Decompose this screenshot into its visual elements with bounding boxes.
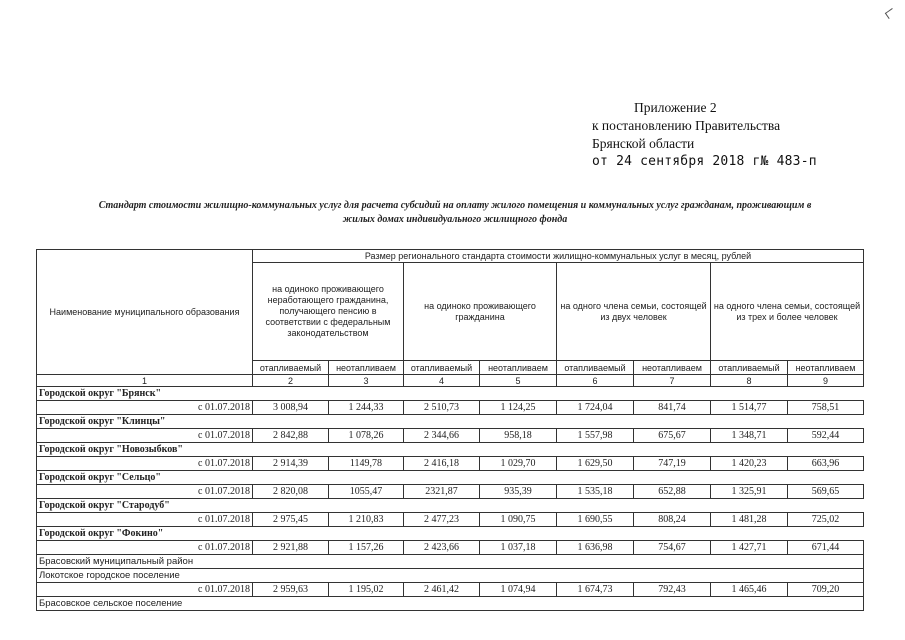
value-cell: 747,19 [634, 457, 711, 471]
value-cell: 652,88 [634, 485, 711, 499]
document-title-line-1: Стандарт стоимости жилищно-коммунальных услуг для расчета субсидий на оплату жилого помещения и коммунальных услуг гражданам, проживающим в [98, 200, 812, 211]
header-group-4: на одного члена семьи, состоящей из трех и более человек [711, 263, 864, 361]
value-cell: 3 008,94 [253, 401, 329, 415]
table-row [37, 583, 864, 597]
col-number: 6 [557, 375, 634, 387]
value-cell: 808,24 [634, 513, 711, 527]
table-row [37, 457, 864, 471]
value-cell: 758,51 [788, 401, 864, 415]
value-cell: 1 090,75 [480, 513, 557, 527]
district-header-row [37, 555, 864, 569]
section-header-row [37, 499, 864, 513]
value-cell: 1 465,46 [711, 583, 788, 597]
section-name: Брасовское сельское поселение [37, 597, 864, 611]
header-main-cell: Размер регионального стандарта стоимости жилищно-коммунальных услуг в месяц, рублей [253, 250, 864, 263]
table-row [37, 485, 864, 499]
value-cell: 1 348,71 [711, 429, 788, 443]
value-cell: 1 514,77 [711, 401, 788, 415]
appendix-line-2: к постановлению Правительства [592, 118, 781, 133]
value-cell: 1 244,33 [329, 401, 404, 415]
date-cell: с 01.07.2018 [37, 429, 253, 443]
value-cell: 1 325,91 [711, 485, 788, 499]
header-group-2: на одиноко проживающего гражданина [404, 263, 557, 361]
corner-fold-mark [885, 8, 896, 19]
value-cell: 725,02 [788, 513, 864, 527]
value-cell: 1 629,50 [557, 457, 634, 471]
date-cell: с 01.07.2018 [37, 513, 253, 527]
value-cell: 1 674,73 [557, 583, 634, 597]
section-header-row [37, 387, 864, 401]
header-group-3: на одного члена семьи, состоящей из двух человек [557, 263, 711, 361]
value-cell: 592,44 [788, 429, 864, 443]
value-cell: 2 344,66 [404, 429, 480, 443]
document-title-line-2: жилых домах индивидуального жилищного фонда [342, 214, 568, 225]
value-cell: 1 157,26 [329, 541, 404, 555]
section-header-row [37, 443, 864, 457]
value-cell: 1 427,71 [711, 541, 788, 555]
value-cell: 2 975,45 [253, 513, 329, 527]
value-cell: 1055,47 [329, 485, 404, 499]
settlement-header-row [37, 569, 864, 583]
value-cell: 663,96 [788, 457, 864, 471]
sub-heated-1: отапливаемый [253, 361, 329, 375]
value-cell: 709,20 [788, 583, 864, 597]
value-cell: 1 535,18 [557, 485, 634, 499]
col-number: 8 [711, 375, 788, 387]
col-number: 9 [788, 375, 864, 387]
col-number: 4 [404, 375, 480, 387]
header-name-cell: Наименование муниципального образования [37, 250, 253, 375]
value-cell: 2 914,39 [253, 457, 329, 471]
section-name: Городской округ "Новозыбков" [37, 443, 864, 457]
value-cell: 2 842,88 [253, 429, 329, 443]
value-cell: 2 461,42 [404, 583, 480, 597]
value-cell: 2 921,88 [253, 541, 329, 555]
section-name: Локотское городское поселение [37, 569, 864, 583]
value-cell: 1 074,94 [480, 583, 557, 597]
value-cell: 1 481,28 [711, 513, 788, 527]
standard-cost-table [36, 249, 864, 611]
section-header-row [37, 471, 864, 485]
value-cell: 792,43 [634, 583, 711, 597]
date-cell: с 01.07.2018 [37, 583, 253, 597]
col-number: 3 [329, 375, 404, 387]
sub-heated-4: отапливаемый [711, 361, 788, 375]
date-cell: с 01.07.2018 [37, 401, 253, 415]
value-cell: 2 510,73 [404, 401, 480, 415]
section-name: Городской округ "Брянск" [37, 387, 864, 401]
value-cell: 1 636,98 [557, 541, 634, 555]
value-cell: 1 690,55 [557, 513, 634, 527]
table-row [37, 513, 864, 527]
value-cell: 1 724,04 [557, 401, 634, 415]
table-row [37, 429, 864, 443]
col-number: 5 [480, 375, 557, 387]
sub-unheated-3: неотапливаем [634, 361, 711, 375]
value-cell: 754,67 [634, 541, 711, 555]
section-name: Городской округ "Сельцо" [37, 471, 864, 485]
date-cell: с 01.07.2018 [37, 541, 253, 555]
appendix-line-4: от 24 сентября 2018 г№ 483-п [592, 154, 817, 169]
col-number: 7 [634, 375, 711, 387]
settlement-header-row [37, 597, 864, 611]
value-cell: 1149,78 [329, 457, 404, 471]
value-cell: 2321,87 [404, 485, 480, 499]
date-cell: с 01.07.2018 [37, 485, 253, 499]
value-cell: 1 420,23 [711, 457, 788, 471]
header-group-1: на одиноко проживающего неработающего гражданина, получающего пенсию в соответствии с федеральным законодательством [253, 263, 404, 361]
document-title [40, 199, 870, 227]
value-cell: 2 477,23 [404, 513, 480, 527]
appendix-line-1: Приложение 2 [634, 100, 717, 115]
value-cell: 2 423,66 [404, 541, 480, 555]
sub-heated-2: отапливаемый [404, 361, 480, 375]
value-cell: 935,39 [480, 485, 557, 499]
value-cell: 675,67 [634, 429, 711, 443]
section-name: Городской округ "Фокино" [37, 527, 864, 541]
sub-unheated-1: неотапливаем [329, 361, 404, 375]
section-header-row [37, 415, 864, 429]
value-cell: 2 959,63 [253, 583, 329, 597]
table-row [37, 401, 864, 415]
value-cell: 1 029,70 [480, 457, 557, 471]
section-name: Брасовский муниципальный район [37, 555, 864, 569]
value-cell: 1 195,02 [329, 583, 404, 597]
appendix-line-3: Брянской области [592, 136, 695, 151]
value-cell: 958,18 [480, 429, 557, 443]
table-row [37, 541, 864, 555]
value-cell: 1 557,98 [557, 429, 634, 443]
col-number: 2 [253, 375, 329, 387]
value-cell: 2 820,08 [253, 485, 329, 499]
section-name: Городской округ "Клинцы" [37, 415, 864, 429]
sub-unheated-2: неотапливаем [480, 361, 557, 375]
value-cell: 569,65 [788, 485, 864, 499]
value-cell: 1 078,26 [329, 429, 404, 443]
value-cell: 1 037,18 [480, 541, 557, 555]
date-cell: с 01.07.2018 [37, 457, 253, 471]
sub-heated-3: отапливаемый [557, 361, 634, 375]
value-cell: 841,74 [634, 401, 711, 415]
section-header-row [37, 527, 864, 541]
section-name: Городской округ "Стародуб" [37, 499, 864, 513]
col-number: 1 [37, 375, 253, 387]
value-cell: 1 124,25 [480, 401, 557, 415]
value-cell: 671,44 [788, 541, 864, 555]
value-cell: 2 416,18 [404, 457, 480, 471]
value-cell: 1 210,83 [329, 513, 404, 527]
sub-unheated-4: неотапливаем [788, 361, 864, 375]
